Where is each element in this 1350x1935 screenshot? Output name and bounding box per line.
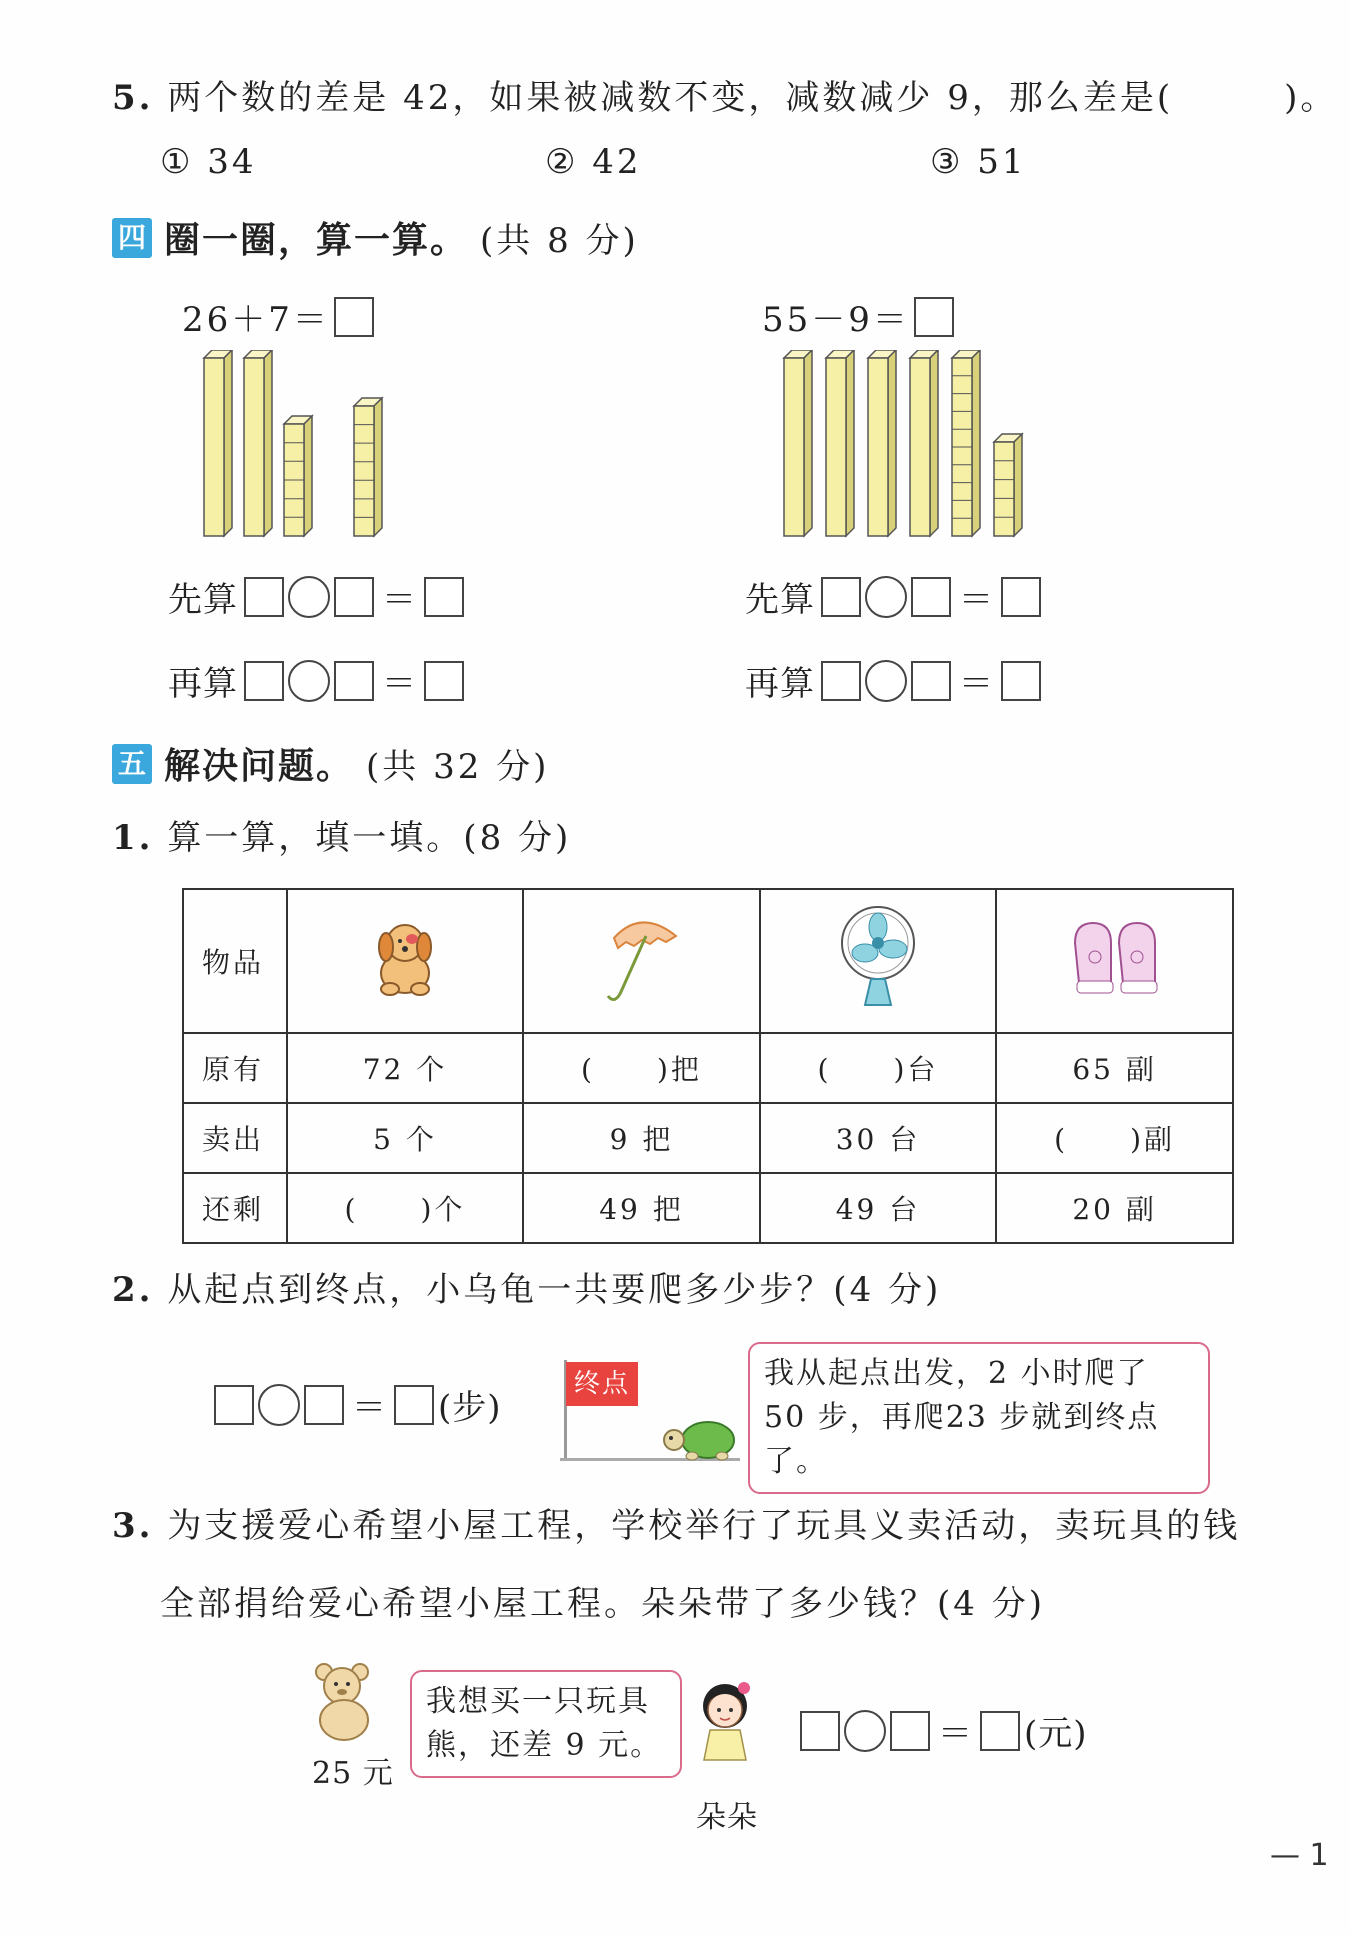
left-then-row [168, 656, 464, 705]
table-cell-blank[interactable]: ( )台 [760, 1033, 997, 1103]
ten-rod [910, 350, 938, 536]
p3-text-1: 为支援爱心希望小屋工程，学校举行了玩具义卖活动，卖玩具的钱 [167, 1506, 1241, 1546]
finish-flag: 终点 [566, 1362, 638, 1406]
operand-box[interactable] [821, 577, 861, 617]
bear-price: 25 元 [312, 1756, 394, 1791]
q5-text: 两个数的差是 42，如果被减数不变，减数减少 9，那么差是( )。 [167, 78, 1338, 118]
right-then-row [745, 656, 1041, 705]
table-cell-blank[interactable]: ( )把 [523, 1033, 760, 1103]
right-expression [762, 292, 954, 341]
turtle-icon [662, 1410, 742, 1462]
operand-box[interactable] [214, 1385, 254, 1425]
first-label: 先算 [745, 580, 815, 620]
equals-sign: ＝ [959, 580, 993, 620]
equals-sign: ＝ [959, 664, 993, 704]
operand-box[interactable] [800, 1711, 840, 1751]
left-expression-text: 26＋7＝ [182, 300, 330, 340]
then-label: 再算 [745, 664, 815, 704]
bubble-line: 我想买一只玩具 [426, 1684, 650, 1719]
bubble-line: 我从起点出发，2 小时爬了 [764, 1356, 1149, 1391]
table-cell: 5 个 [287, 1103, 524, 1173]
section5-icon: 五 [112, 744, 152, 784]
toy-dog-icon [360, 913, 450, 1003]
right-expression-text: 55－9＝ [762, 300, 910, 340]
equals-sign: ＝ [352, 1388, 386, 1428]
section5-heading [112, 738, 549, 789]
operand-box[interactable] [911, 661, 951, 701]
ten-rod [204, 350, 232, 536]
table-cell: 9 把 [523, 1103, 760, 1173]
item-umbrella [523, 889, 760, 1033]
right-first-row [745, 572, 1041, 621]
mittens-icon [1065, 913, 1165, 1003]
teddy-bear-icon [306, 1660, 382, 1744]
table-cell-blank[interactable]: ( )副 [996, 1103, 1233, 1173]
first-label: 先算 [168, 580, 238, 620]
p2-number: 2. [112, 1270, 154, 1310]
table-header-label: 物品 [183, 889, 287, 1033]
table-row [183, 1033, 1233, 1103]
p3-unit: (元) [1024, 1714, 1088, 1754]
row-label: 卖出 [183, 1103, 287, 1173]
left-answer-box[interactable] [334, 297, 374, 337]
table-cell-blank[interactable]: ( )个 [287, 1173, 524, 1243]
umbrella-icon [596, 908, 686, 1008]
ones-stack [354, 398, 382, 536]
ten-rod [868, 350, 896, 536]
operand-box[interactable] [890, 1711, 930, 1751]
left-first-row [168, 572, 464, 621]
operator-circle[interactable] [288, 660, 330, 702]
p2-equation [214, 1380, 502, 1429]
table-row [183, 1103, 1233, 1173]
result-box[interactable] [1001, 661, 1041, 701]
ten-rod [826, 350, 854, 536]
result-box[interactable] [424, 577, 464, 617]
table-cell: 20 副 [996, 1173, 1233, 1243]
left-blocks-illustration [200, 350, 400, 540]
girl-icon [690, 1672, 760, 1762]
section4-icon: 四 [112, 218, 152, 258]
operator-circle[interactable] [258, 1384, 300, 1426]
operand-box[interactable] [244, 661, 284, 701]
equals-sign: ＝ [938, 1714, 972, 1754]
then-label: 再算 [168, 664, 238, 704]
table-cell: 30 台 [760, 1103, 997, 1173]
section4-title: 圈一圈，算一算。 [164, 220, 469, 261]
ten-rod [784, 350, 812, 536]
operand-box[interactable] [304, 1385, 344, 1425]
bubble-line: 熊，还差 9 元。 [426, 1728, 663, 1763]
right-answer-box[interactable] [914, 297, 954, 337]
fan-icon [833, 903, 923, 1013]
equals-sign: ＝ [382, 664, 416, 704]
p2-text: 从起点到终点，小乌龟一共要爬多少步？(4 分) [167, 1270, 942, 1310]
p1-number: 1. [112, 818, 154, 858]
operator-circle[interactable] [865, 576, 907, 618]
girl-name: 朵朵 [696, 1800, 758, 1835]
section4-score: (共 8 分) [480, 221, 639, 261]
p3-text-2: 全部捐给爱心希望小屋工程。朵朵带了多少钱？(4 分) [160, 1584, 1045, 1624]
p3-line1 [112, 1498, 1240, 1547]
section5-title: 解决问题。 [164, 746, 355, 787]
operator-circle[interactable] [865, 660, 907, 702]
table-row [183, 1173, 1233, 1243]
item-toy-dog [287, 889, 524, 1033]
row-label: 原有 [183, 1033, 287, 1103]
p1-text: 算一算，填一填。(8 分) [167, 818, 572, 858]
table-cell: 49 把 [523, 1173, 760, 1243]
bubble-line: 50 步，再爬23 步就到终点了。 [764, 1400, 1160, 1479]
goods-table [182, 888, 1234, 1244]
section5-score: (共 32 分) [366, 747, 550, 787]
table-cell: 72 个 [287, 1033, 524, 1103]
q5-line [112, 70, 1337, 119]
right-blocks-illustration [780, 350, 1040, 540]
item-fan [760, 889, 997, 1033]
q5-option-2[interactable]: ② 42 [545, 142, 642, 182]
ones-stack [284, 416, 312, 536]
equals-sign: ＝ [382, 580, 416, 620]
result-box[interactable] [394, 1385, 434, 1425]
result-box[interactable] [1001, 577, 1041, 617]
table-cell: 65 副 [996, 1033, 1233, 1103]
section4-heading [112, 212, 639, 263]
result-box[interactable] [424, 661, 464, 701]
operator-circle[interactable] [844, 1710, 886, 1752]
p3-number: 3. [112, 1506, 154, 1546]
q5-option-3[interactable]: ③ 51 [930, 142, 1027, 182]
operand-box[interactable] [821, 661, 861, 701]
p2-line [112, 1262, 941, 1311]
q5-option-1[interactable]: ① 34 [160, 142, 257, 182]
result-box[interactable] [980, 1711, 1020, 1751]
p3-equation [800, 1706, 1088, 1755]
operator-circle[interactable] [288, 576, 330, 618]
operand-box[interactable] [244, 577, 284, 617]
p3-speech-bubble [410, 1670, 682, 1778]
operand-box[interactable] [334, 577, 374, 617]
left-expression [182, 292, 374, 341]
table-cell: 49 台 [760, 1173, 997, 1243]
operand-box[interactable] [334, 661, 374, 701]
item-mittens [996, 889, 1233, 1033]
table-row-items [183, 889, 1233, 1033]
p1-line [112, 810, 571, 859]
ones-stack [994, 434, 1022, 536]
p2-speech-bubble [748, 1342, 1210, 1494]
row-label: 还剩 [183, 1173, 287, 1243]
q5-number: 5. [112, 78, 154, 118]
p2-unit: (步) [438, 1388, 502, 1428]
ten-cubes-column [952, 350, 980, 536]
operand-box[interactable] [911, 577, 951, 617]
page-number: — 1 [1270, 1838, 1329, 1873]
ten-rod [244, 350, 272, 536]
